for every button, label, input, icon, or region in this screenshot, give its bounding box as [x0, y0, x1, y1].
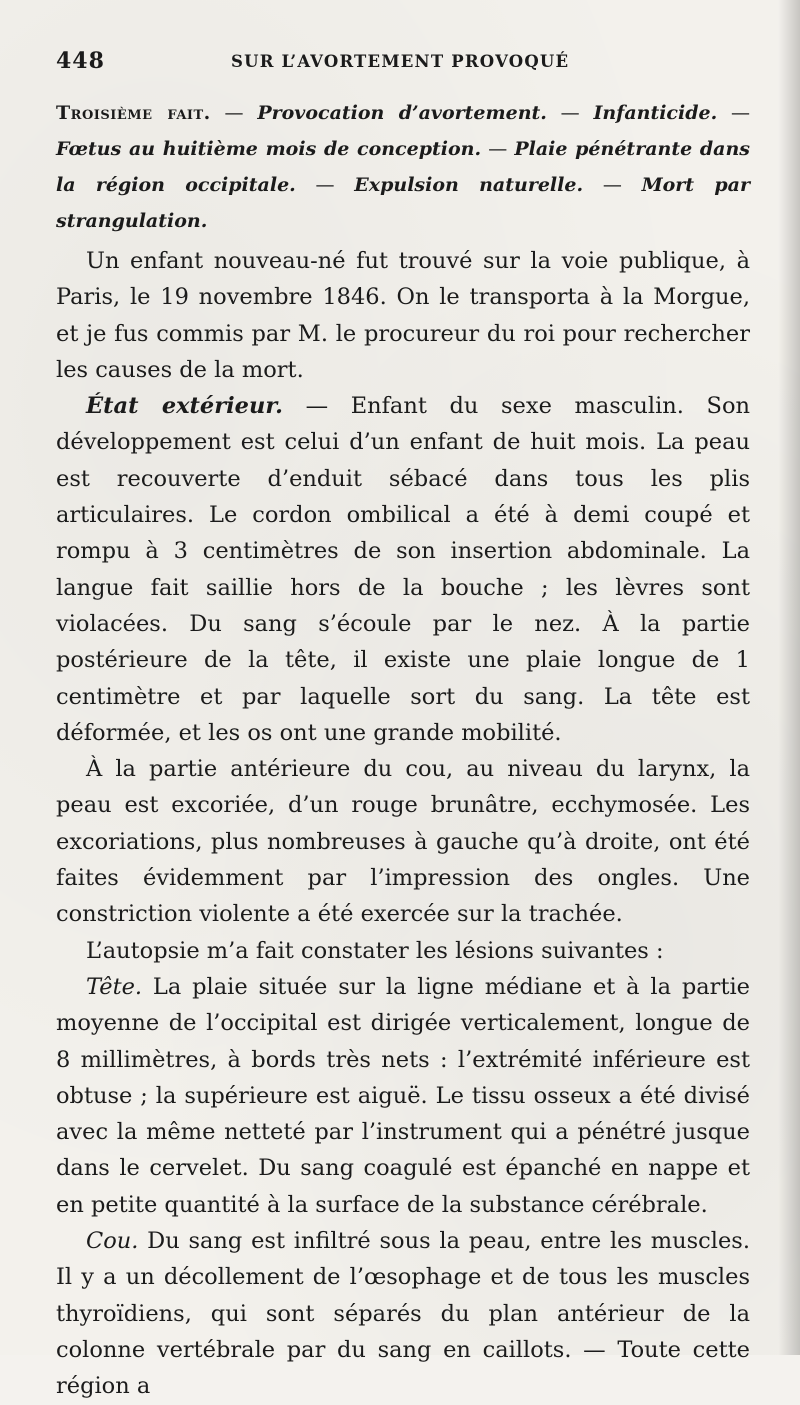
- page-edge-shadow: [778, 0, 800, 1355]
- running-title: SUR L’AVORTEMENT PROVOQUÉ: [231, 52, 570, 71]
- paragraph-autopsie: L’autopsie m’a fait constater les lésions suivantes :: [86, 937, 664, 964]
- dash: —: [481, 138, 515, 160]
- case-heading-topic: Expulsion naturelle.: [354, 174, 584, 196]
- paragraph-cou-exterieur: À la partie antérieure du cou, au niveau du larynx, la peau est excoriée, d’un rouge brunâtre, ecchymosée. Les excoriations, plus nombreuses à gauche qu’à droite, ont été faites évidemment par l’impression des ongles. Une constriction violente a été exercée sur la trachée.: [56, 756, 750, 928]
- case-heading-topic: Plaie pénétrante dans la région occipitale.: [56, 138, 750, 196]
- paragraph-text: — Enfant du sexe masculin. Son développement est celui d’un enfant de huit mois. La peau est recouverte d’enduit sébacé dans tous les plis articulaires. Le cordon ombilical a été à demi coupé et rompu à 3 centimètres de son insertion abdominale. La langue fait saillie hors de la bouche ; les lèvres sont violacées. Du sang s’écoule par le nez. À la partie postérieure de la tête, il existe une plaie longue de 1 centimètre et par laquelle sort du sang. La tête est déformée, et les os ont une grande mobilité.: [56, 393, 750, 746]
- paragraph-text: Du sang est infiltré sous la peau, entre les muscles. Il y a un décollement de l’œsophage et de tous les muscles thyroïdiens, qui sont séparés du plan antérieur de la colonne vertébrale par du sang en caillots. — Toute cette région a: [56, 1228, 750, 1400]
- dash: —: [717, 102, 750, 124]
- dash: —: [210, 102, 258, 124]
- page-number: 448: [56, 48, 105, 74]
- dash: —: [583, 174, 642, 196]
- paragraph-intro: Un enfant nouveau-né fut trouvé sur la voie publique, à Paris, le 19 novembre 1846. On le transporta à la Morgue, et je fus commis par M. le procureur du roi pour rechercher les causes de la mort.: [56, 248, 750, 383]
- section-label: Cou.: [86, 1228, 139, 1255]
- paragraph-etat-exterieur: [56, 388, 750, 751]
- case-heading: [56, 95, 750, 239]
- case-heading-topic: Mort par strangulation.: [56, 174, 750, 232]
- paragraph-text: La plaie située sur la ligne médiane et à la partie moyenne de l’occipital est dirigée verticalement, longue de 8 millimètres, à bords très nets : l’extrémité inférieure est obtuse ; la supérieure est aiguë. Le tissu osseux a été divisé avec la même netteté par l’instrument qui a pénétré jusque dans le cervelet. Du sang coagulé est épanché en nappe et en petite quantité à la surface de la substance cérébrale.: [56, 973, 750, 1218]
- section-label: État extérieur.: [86, 393, 283, 420]
- section-label: Tête.: [86, 973, 143, 1000]
- page-header: [56, 48, 746, 78]
- dash: —: [295, 174, 355, 196]
- dash: —: [546, 102, 594, 124]
- case-heading-topic: Provocation d’avortement.: [257, 102, 547, 124]
- case-heading-topic: Fœtus au huitième mois de conception.: [56, 138, 482, 160]
- case-heading-lead: Troisième fait.: [56, 102, 211, 124]
- paragraph-cou: [56, 1223, 750, 1404]
- case-heading-topic: Infanticide.: [593, 102, 718, 124]
- body-text: [56, 95, 750, 1405]
- paragraph-tete: [56, 969, 750, 1223]
